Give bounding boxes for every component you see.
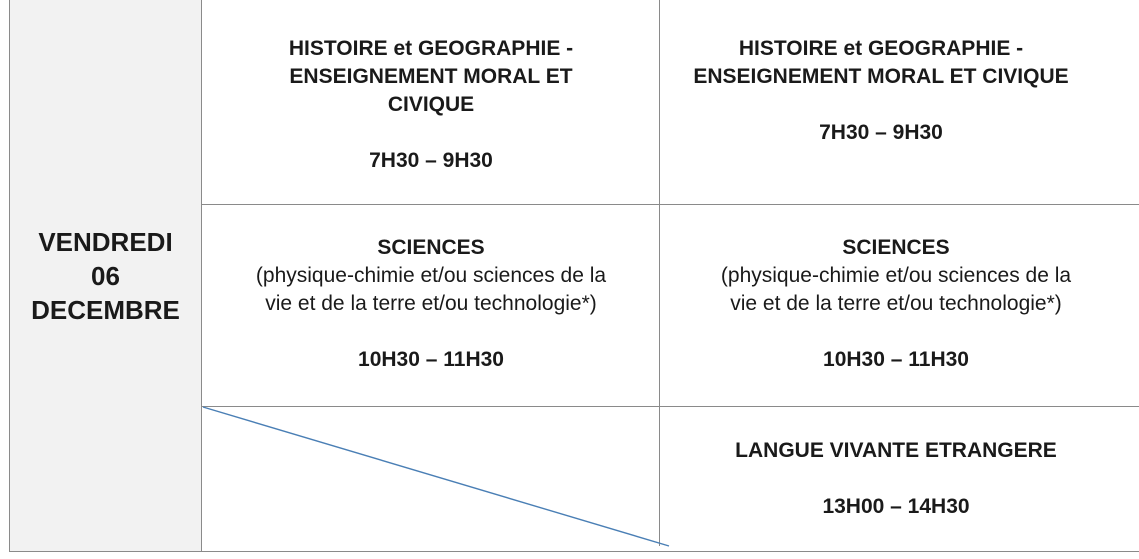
subject-line: HISTOIRE et GEOGRAPHIE -: [288, 37, 574, 60]
day-number: 06: [91, 260, 120, 291]
subject-title: LANGUE VIVANTE ETRANGERE: [735, 439, 1057, 462]
subject-detail: vie et de la terre et/ou technologie*): [730, 292, 1062, 315]
exam-time: 13H00 – 14H30: [822, 495, 970, 518]
exam-time: 10H30 – 11H30: [823, 348, 969, 371]
subject-line: CIVIQUE: [387, 93, 475, 116]
exam-time: 10H30 – 11H30: [358, 348, 504, 371]
subject-detail: (physique-chimie et/ou sciences de la: [255, 264, 607, 287]
subject-line: HISTOIRE et GEOGRAPHIE -: [738, 37, 1024, 60]
exam-time: 7H30 – 9H30: [369, 149, 493, 172]
subject-title: SCIENCES: [377, 236, 485, 259]
exam-time: 7H30 – 9H30: [819, 121, 943, 144]
subject-line: ENSEIGNEMENT MORAL ET CIVIQUE: [693, 65, 1069, 88]
subject-detail: (physique-chimie et/ou sciences de la: [720, 264, 1072, 287]
subject-title: SCIENCES: [842, 236, 950, 259]
day-month: DECEMBRE: [31, 294, 180, 325]
subject-line: ENSEIGNEMENT MORAL ET: [289, 65, 573, 88]
day-name: VENDREDI: [38, 226, 173, 257]
subject-detail: vie et de la terre et/ou technologie*): [265, 292, 597, 315]
